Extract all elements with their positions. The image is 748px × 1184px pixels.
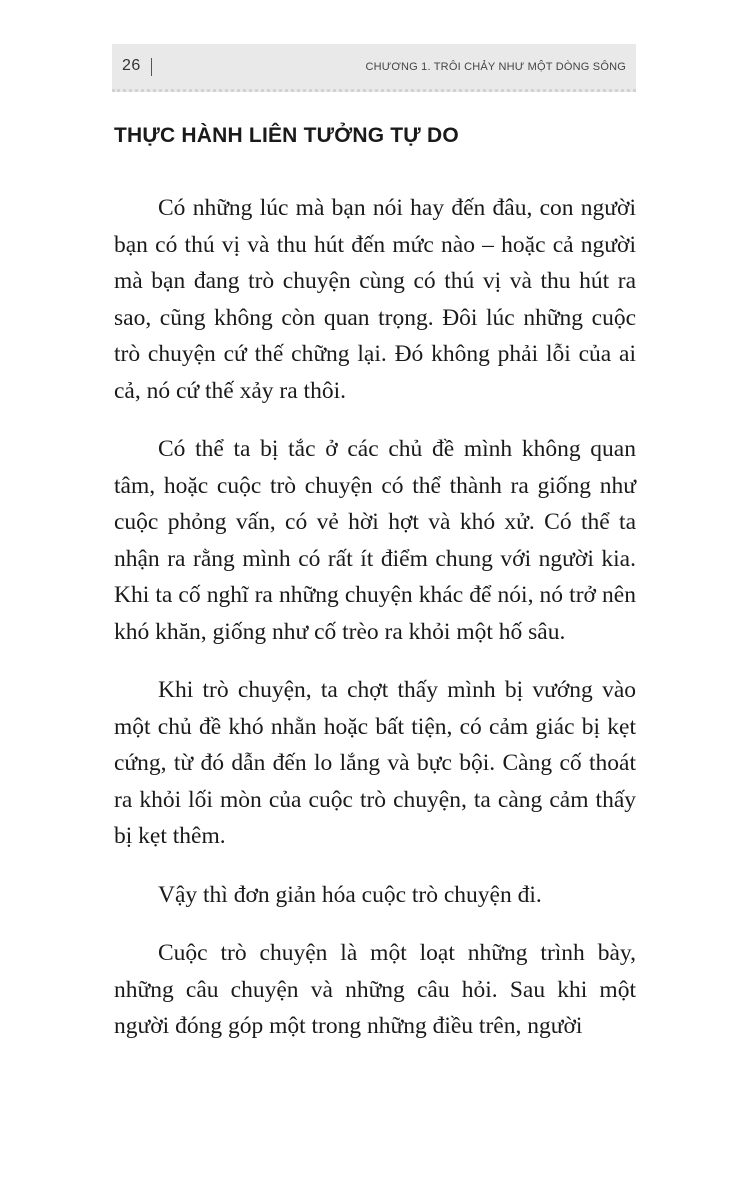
running-header xyxy=(112,44,636,92)
section-title: THỰC HÀNH LIÊN TƯỞNG TỰ DO xyxy=(114,124,459,147)
paragraph: Cuộc trò chuyện là một loạt những trình bày, những câu chuyện và những câu hỏi. Sau khi một người đóng góp một trong những điều trên, người xyxy=(114,940,636,1039)
paragraph: Vậy thì đơn giản hóa cuộc trò chuyện đi. xyxy=(158,881,542,908)
paragraph: Có thể ta bị tắc ở các chủ đề mình không quan tâm, hoặc cuộc trò chuyện có thể thành ra giống như cuộc phỏng vấn, có vẻ hời hợt và khó xử. Có thể ta nhận ra rằng mình có rất ít điểm chung với người kia. Khi ta cố nghĩ ra những chuyện khác để nói, nó trở nên khó khăn, giống như cố trèo ra khỏi một hố sâu. xyxy=(114,436,636,645)
page-number: 26 xyxy=(122,57,141,74)
header-divider xyxy=(151,58,152,76)
body-text xyxy=(114,190,636,1067)
paragraph: Khi trò chuyện, ta chợt thấy mình bị vướng vào một chủ đề khó nhằn hoặc bất tiện, có cảm giác bị kẹt cứng, từ đó dẫn đến lo lắng và bực bội. Càng cố thoát ra khỏi lối mòn của cuộc trò chuyện, ta càng cảm thấy bị kẹt thêm. xyxy=(114,677,636,849)
paragraph: Có những lúc mà bạn nói hay đến đâu, con người bạn có thú vị và thu hút đến mức nào – hoặc cả người mà bạn đang trò chuyện cùng có thú vị và thu hút ra sao, cũng không còn quan trọng. Đôi lúc những cuộc trò chuyện cứ thế chững lại. Đó không phải lỗi của ai cả, nó cứ thế xảy ra thôi. xyxy=(114,195,636,404)
chapter-running-head: CHƯƠNG 1. TRÔI CHẢY NHƯ MỘT DÒNG SÔNG xyxy=(365,61,626,73)
